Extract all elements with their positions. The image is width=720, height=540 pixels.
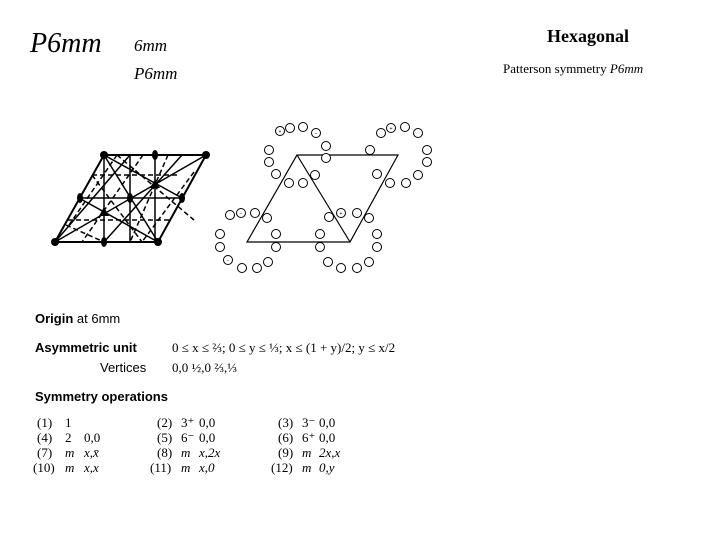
op-number: (6) (278, 430, 294, 445)
symmetry-operations-label: Symmetry operations (35, 389, 168, 404)
op-location: 0,0 (199, 430, 216, 445)
gp-sign: − (226, 258, 230, 264)
gp-sign: − (239, 211, 243, 217)
op-symbol: m (302, 460, 312, 475)
origin-label: Origin (35, 311, 74, 326)
origin-line (35, 311, 120, 326)
asymmetric-unit-label: Asymmetric unit (35, 340, 137, 355)
op-symbol: 2 (65, 430, 72, 445)
space-group-title: P6mm (30, 28, 102, 59)
op-location: 0,0 (199, 415, 216, 430)
op-location: x,2x (199, 445, 221, 460)
symmetry-operations-heading (35, 389, 168, 404)
op-number: (8) (157, 445, 173, 460)
gp-cell-outline (247, 155, 398, 242)
op-symbol: m (302, 445, 312, 460)
op-symbol: 6⁻ (181, 430, 195, 445)
point-group: 6mm (134, 36, 168, 55)
op-location: x,0 (199, 460, 215, 475)
op-number: (3) (278, 415, 294, 430)
op-number: (4) (37, 430, 53, 445)
patterson-symbol: P6mm (609, 61, 644, 76)
vertices-label: Vertices (100, 360, 147, 375)
op-symbol: 6⁺ (302, 430, 316, 445)
op-number: (7) (37, 445, 53, 460)
op-location: 0,0 (84, 430, 101, 445)
gp-sign: − (314, 131, 318, 137)
op-number: (2) (157, 415, 173, 430)
op-number: (9) (278, 445, 294, 460)
op-location: 0,y (319, 460, 335, 475)
symmetry-element-diagram (51, 150, 210, 247)
asymmetric-unit-heading (35, 340, 137, 355)
op-location: 0,0 (319, 415, 336, 430)
gp-sign: + (339, 211, 343, 217)
op-symbol: m (181, 445, 191, 460)
op-symbol: m (65, 445, 75, 460)
op-location: x,x̄ (84, 445, 99, 460)
op-location: 0,0 (319, 430, 336, 445)
op-symbol: m (181, 460, 191, 475)
general-position-diagram (216, 123, 432, 273)
vertices-values: 0,0 ½,0 ⅔,⅓ (172, 360, 237, 375)
gp-cell-diagonal (297, 155, 350, 242)
op-symbol: 3⁻ (302, 415, 316, 430)
op-symbol: 1 (65, 415, 72, 430)
op-number: (5) (157, 430, 173, 445)
asymmetric-unit-conditions: 0 ≤ x ≤ ⅔; 0 ≤ y ≤ ⅓; x ≤ (1 + y)/2; y ≤ x/2 (172, 340, 396, 355)
crystal-system: Hexagonal (547, 26, 630, 46)
op-location: x,x (84, 460, 99, 475)
op-number: (11) (150, 460, 172, 475)
op-symbol: m (65, 460, 75, 475)
op-number: (12) (271, 460, 293, 475)
op-location: 2x,x (319, 445, 341, 460)
op-number: (10) (33, 460, 55, 475)
patterson-prefix: Patterson symmetry (503, 61, 607, 76)
origin-text: at 6mm (76, 311, 121, 326)
op-number: (1) (37, 415, 53, 430)
gp-sign: + (389, 126, 393, 132)
patterson-space-group: P6mm (134, 64, 178, 83)
op-symbol: 3⁺ (181, 415, 195, 430)
gp-sign: + (278, 129, 282, 135)
